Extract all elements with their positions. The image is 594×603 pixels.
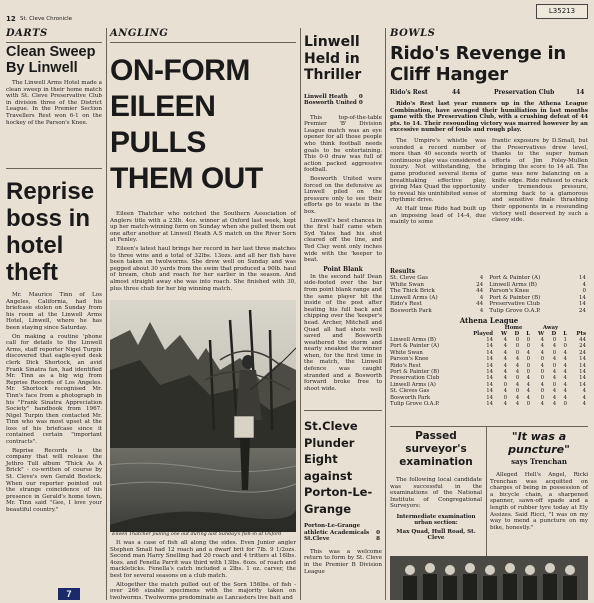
divider xyxy=(6,42,102,43)
river-scene-image xyxy=(110,300,296,532)
stat-cell: 4 xyxy=(563,369,567,376)
darts-body: The Linwell Arms Hotel made a clean sweep in their home match with St. Cleve Preservative Club in division three of the District League. In the Premier Section Travellers Rest won 6-1 on the hockey of the Parson's Knee. xyxy=(6,80,102,126)
stat-cell: 0 xyxy=(503,381,508,388)
home-score: 24 xyxy=(476,281,484,288)
home-score: 4 xyxy=(479,275,484,281)
paragraph: Linwell's best chances in the first half came when Syd Yates had his shot cleared off the line, and Ted Clay went only inches wide with the 'keeper to beat. xyxy=(304,217,382,264)
away-score: 24 xyxy=(578,307,586,314)
column-rule xyxy=(385,28,386,600)
puncture-headline: "It was a puncture" xyxy=(508,430,570,456)
stat-cell: 4 xyxy=(563,349,567,356)
column-header: Played xyxy=(473,331,494,337)
stat-cell: 0 xyxy=(552,362,557,369)
stat-cell: 4 xyxy=(563,356,567,363)
home-group-header: Home xyxy=(504,325,523,331)
team-name: Bosworth Park xyxy=(390,394,431,401)
stat-cell: 0 xyxy=(563,401,567,408)
team-score: 0 xyxy=(358,100,363,107)
team-score: 0 xyxy=(376,529,380,536)
column-header: D xyxy=(514,331,520,337)
darts-article xyxy=(6,28,102,126)
puncture-article xyxy=(490,430,588,531)
bowls-headline: Rido's Revenge in Cliff Hanger xyxy=(390,43,566,85)
team-name: Porton-Le-Grange athletic Academicals xyxy=(304,523,370,536)
reprise-headline: Reprise boss in hotel theft xyxy=(6,178,95,286)
away-team: Port & Painter (B) xyxy=(489,294,541,301)
stat-cell: 4 xyxy=(563,375,567,382)
bowls-scoreline xyxy=(390,89,588,97)
stcleve-body: This was a welcome return to form by St. Cleve in the Premier B Division League xyxy=(304,548,382,575)
team-name: Tulip Grove O.A.P. xyxy=(390,401,440,408)
divider xyxy=(110,42,296,43)
stat-cell: 0 xyxy=(515,343,520,350)
stat-cell: 4 xyxy=(503,369,508,376)
darts-kicker: DARTS xyxy=(6,28,48,39)
stat-cell: 14 xyxy=(579,375,586,382)
team-name: Port & Painter (B) xyxy=(390,369,440,376)
bowls-lede: Rido's Rest last year runners up in the Athena League Combination, have avenged their humiliation in last months game with the Preservation Club, with a crushing defeat of 44 pts. to 14. Their resounding victory was marred however by an excessive number of fouls and rough play. xyxy=(390,101,588,134)
score-row xyxy=(304,536,382,543)
stat-cell: 4 xyxy=(552,375,557,382)
score-row xyxy=(304,100,365,107)
result-row xyxy=(390,295,588,302)
stat-cell: 14 xyxy=(486,356,494,363)
team-name: Rido's Rest xyxy=(390,89,428,96)
stat-cell: 24 xyxy=(579,343,586,350)
home-team: Linwell Arms (A) xyxy=(390,294,438,301)
column-header: L xyxy=(563,331,567,337)
result-row xyxy=(390,275,588,282)
team-name: Rido's Rest xyxy=(390,362,421,369)
angling-intro: Eileen Thatcher who notched the Southern Association of Anglers title with a 23lb. 4oz. winner at Oxford last week, kept up her match-winning form on Sunday when she pulled them out one after another at Linwell Heath A.S match on the River Sorn at Fenley. xyxy=(110,211,296,244)
linwell-body-2 xyxy=(304,274,382,393)
surveyor-headline: Passed surveyor's examination xyxy=(399,430,473,468)
stat-cell: 0 xyxy=(552,337,557,343)
stat-cell: 14 xyxy=(486,394,494,401)
results-title: Results xyxy=(390,268,415,275)
stat-cell: 0 xyxy=(526,343,531,350)
stat-cell: 4 xyxy=(552,401,557,408)
stat-cell: 4 xyxy=(582,394,586,401)
linwell-body xyxy=(304,115,382,264)
away-team: Preservative Club xyxy=(489,301,540,308)
linwell-headline: Linwell Held in Thriller xyxy=(304,34,362,83)
results-table xyxy=(390,268,588,315)
stat-cell: 0 xyxy=(526,369,531,376)
stat-cell: 14 xyxy=(579,362,586,369)
team-name: St.Cleve xyxy=(304,536,330,543)
stat-cell: 0 xyxy=(515,388,520,395)
results-grid xyxy=(390,275,588,315)
paragraph: Bosworth United were forced on the defensive as Linwell piled on the pressure only to see their efforts go to waste in the box. xyxy=(304,176,382,215)
angling-after-photo xyxy=(110,540,296,603)
away-score: 0 xyxy=(582,288,586,295)
stat-cell: 0 xyxy=(552,349,557,356)
stat-cell: 0 xyxy=(515,375,520,382)
team-name: Parson's Knee xyxy=(390,356,429,363)
stat-cell: 0 xyxy=(540,375,545,382)
team-name: Linwell Arms (A) xyxy=(390,381,436,388)
stat-cell: 0 xyxy=(552,381,557,388)
stat-cell: 0 xyxy=(526,401,531,408)
divider xyxy=(304,410,382,411)
away-team: Linwell Arms (B) xyxy=(489,281,537,288)
stat-cell: 14 xyxy=(579,369,586,376)
team-name: Port & Painter (A) xyxy=(390,343,440,350)
stat-cell: 4 xyxy=(503,375,508,382)
stat-cell: 4 xyxy=(540,349,545,356)
angling-photo-caption: Eileen Thatcher pulling one out during last Sunday's fish-in at Oxford xyxy=(112,532,282,537)
reprise-article xyxy=(6,178,102,516)
stat-cell: 4 xyxy=(526,394,531,401)
stat-cell: 0 xyxy=(563,343,567,350)
stat-cell: 14 xyxy=(486,388,494,395)
stat-cell: 0 xyxy=(540,356,545,363)
result-row xyxy=(390,301,588,308)
away-score: 14 xyxy=(578,301,586,308)
paragraph: The Umpire's whistle was sounded a record number of more than 40 seconds worth of continuous play was considered a luxury. Not withstanding, the game produced several items of breathtaking effective play, giving Max Quad the opportunity to reveal his uninhibited sense of rhythmic drive. xyxy=(390,137,486,204)
angling-body: Eileen's latest haul brings her record in her last three matches to three wins and a total of 32lbs. 13ozs. and all her fish have been taken on twolworms. She drew well on Sunday and was pegged about 30 yards from the swim that produced a 90lb. haul of bream, chub and roach for her earlier in the season. And almost straight away she was into roach. She finished with 30, plus three chub for her big winning match. xyxy=(110,245,296,292)
home-score: 4 xyxy=(479,294,484,301)
paper-name: St. Cleve Chronicle xyxy=(20,16,73,22)
angling-article xyxy=(110,28,296,292)
column-header: W xyxy=(501,331,508,337)
team-score: 0 xyxy=(358,93,363,100)
reference-label: L35213 xyxy=(536,4,588,19)
stat-cell: 14 xyxy=(579,356,586,363)
stat-cell: 24 xyxy=(579,349,586,356)
stat-cell: 14 xyxy=(486,401,494,408)
stat-cell: 4 xyxy=(540,381,545,388)
team-score: 14 xyxy=(576,89,585,96)
stat-cell: 4 xyxy=(503,337,508,343)
stat-cell: 14 xyxy=(486,362,494,369)
angling-photo xyxy=(110,300,296,532)
divider xyxy=(6,168,102,169)
stat-cell: 14 xyxy=(579,381,586,388)
stat-cell: 4 xyxy=(515,401,520,408)
stat-cell: 4 xyxy=(582,401,586,408)
stat-cell: 4 xyxy=(515,394,520,401)
linwell-article xyxy=(304,28,382,394)
column-header: Pts xyxy=(576,331,586,337)
linwell-scoreline xyxy=(304,94,365,107)
paragraph: frantic exposure by D.Small, but the Preservatives drew level, thanks to the super human efforts of Jim Foley-Mullen bringing the score to 14 all. The game was now balancing on a knife edge. Rido refused to crack under tremendous pressure, storming back to a glamorous and sensitive finale thrashing their opponents in a resounding victory well deserved by such a classy side. xyxy=(492,137,588,224)
stat-cell: 44 xyxy=(579,337,586,343)
stat-cell: 4 xyxy=(503,343,508,350)
stat-cell: 0 xyxy=(540,394,545,401)
stat-cell: 4 xyxy=(552,394,557,401)
home-score: 4 xyxy=(479,307,484,314)
away-score: 14 xyxy=(578,294,586,301)
paragraph: In the second half Dean side-footed over the bar from point blank range and the same player hit the inside of the post after beating his full back and chipping over the 'keeper's head. Archer, Mitchell and Quad all had shots well saved and Bosworth weathered the storm and nearly sneaked the winner when, for the first time in the match, the Linwell defence was caught stranded and a Bosworth forward broke free to shoot wide. xyxy=(304,273,382,392)
stat-cell: 4 xyxy=(563,394,567,401)
stat-cell: 4 xyxy=(526,388,531,395)
paragraph: This top-of-the-table Premier 'B' Division League match was an eye opener for all those people who think football needs goals to be entertaining. This 0-0 draw was full of action packed aggressive football. xyxy=(304,114,382,174)
home-score: 44 xyxy=(476,288,484,295)
stat-cell: 4 xyxy=(563,388,567,395)
away-team: Port & Painter (A) xyxy=(489,275,541,281)
masthead xyxy=(6,14,586,26)
stat-cell: 4 xyxy=(503,356,508,363)
stat-cell: 4 xyxy=(503,349,508,356)
stat-cell: 14 xyxy=(486,337,494,343)
home-team: Rido's Rest xyxy=(390,301,422,308)
stat-cell: 4 xyxy=(503,388,508,395)
team-score: 44 xyxy=(452,89,461,96)
result-row xyxy=(390,288,588,295)
stat-cell: 0 xyxy=(515,337,520,343)
away-score: 4 xyxy=(582,281,586,288)
darts-headline: Clean Sweep By Linwell xyxy=(6,44,96,76)
team-photo xyxy=(390,556,588,600)
stat-cell: 4 xyxy=(503,362,508,369)
stcleve-article xyxy=(304,418,382,575)
stat-cell: 4 xyxy=(515,362,520,369)
stat-cell: 4 xyxy=(540,343,545,350)
stat-cell: 1 xyxy=(563,337,567,343)
stat-cell: 0 xyxy=(515,349,520,356)
stat-cell: 0 xyxy=(526,356,531,363)
stat-cell: 14 xyxy=(486,369,494,376)
stat-cell: 4 xyxy=(515,369,520,376)
stcleve-scoreline xyxy=(304,523,382,543)
team-name: White Swan xyxy=(390,349,423,356)
stat-cell: 4 xyxy=(552,388,557,395)
stat-cell: 0 xyxy=(526,337,531,343)
stat-cell: 4 xyxy=(552,369,557,376)
paragraph: At Half time Rido had built up an imposing lead of 14-4, due mainly to some xyxy=(390,205,486,226)
stat-cell: 4 xyxy=(563,381,567,388)
bowls-column-1 xyxy=(390,138,486,228)
athena-league-table xyxy=(390,316,588,407)
linwell-subhead: Point Blank xyxy=(323,265,363,273)
stat-cell: 4 xyxy=(503,401,508,408)
stat-cell: 14 xyxy=(486,381,494,388)
away-team: Tulip Grove O.A.P. xyxy=(489,307,541,314)
paragraph: It was a case of fish all along the sides. Even Junior angler Stephen Small had 12 roach and a dwarf brit for 7lb. 9 1/2ozs. Second man Harry Snelling had 20 roach and 4 tritters at 16lbs. 4ozs. and Fenella Parrit was third with 13lbs. 6ozs. of roach and mackleticks. Fenella's catch included a 2lbs. 1 oz. carver, the best for several seasons on a club match. xyxy=(110,540,296,579)
puncture-body: Alleged Hell's Angel, Ricki Trenchan was acquitted on charges of being in possession of a bicycle chain, a sharpened spanner, sawn-off spade and a length of rubber tyre today at Ely Assizes. Said Ricci, "I was on my way to mend a puncture on my bike, honestly." xyxy=(490,472,588,531)
stat-cell: 4 xyxy=(526,381,531,388)
away-score: 14 xyxy=(578,275,586,281)
column-rule xyxy=(106,28,107,600)
column-header: D xyxy=(551,331,557,337)
stat-cell: 0 xyxy=(540,388,545,395)
surveyor-body: The following local candidate was successful in the examinations of the National Institute of Congregational Surveyors: xyxy=(390,477,482,510)
stat-cell: 14 xyxy=(486,343,494,350)
stat-cell: 4 xyxy=(526,349,531,356)
league-row xyxy=(390,401,588,407)
divider xyxy=(390,426,588,427)
stat-cell: 4 xyxy=(582,388,586,395)
angling-headline: ON-FORM EILEEN PULLS THEM OUT xyxy=(110,54,263,195)
team-score: 8 xyxy=(376,536,380,543)
stat-cell: 4 xyxy=(540,401,545,408)
team-name: Linwell Arms (B) xyxy=(390,337,436,343)
paragraph: Reprise Records is the company that will release the Jethro Tull album "Thick As A Brick" - co-written of course by St. Cleve's own Gerald Bostock. When our reporter pointed out the strange coincidence of his presence in Gerald's home town, Mr. Tinn said "Gee, I love your beautiful country." xyxy=(6,447,102,513)
stat-cell: 14 xyxy=(486,375,494,382)
stat-cell: 14 xyxy=(486,349,494,356)
column-header: W xyxy=(537,331,545,337)
paragraph: On making a routine 'phone call for details to the Linwell Arms, staff reporter Nigel Turpin discovered that eagle-eyed desk clerk Dick Shortock, an avid Frank Sinatra fan, had identified Mr. Tinn as a big wig from Reprise Records of Los Angeles. Mr. Shortock recognised Mr. Tinn's face from a photograph in his "Frank Sinatra Appreciation Society" handbook from 1967. Nigel Turpin then contacted Mr. Tinn who was most upset at the loss of his briefcase since it contained certain "important contracts". xyxy=(6,333,102,446)
column-header: L xyxy=(526,331,531,337)
angling-kicker: ANGLING xyxy=(110,28,169,39)
stcleve-headline: St.Cleve Plunder Eight against Porton-Le-Grange xyxy=(304,419,373,516)
athena-title: Athena League xyxy=(459,316,519,325)
stat-cell: 4 xyxy=(563,362,567,369)
team-name: Preservation Club xyxy=(494,89,555,96)
bowls-column-2 xyxy=(492,138,588,228)
bowls-kicker: BOWLS xyxy=(390,28,436,39)
score-row xyxy=(304,94,365,101)
surveyor-subhead: Intermediate examination urban section: xyxy=(396,513,476,527)
team-photo-image xyxy=(390,556,588,600)
page-number: 12 xyxy=(6,15,16,23)
stat-cell: 0 xyxy=(526,362,531,369)
surveyor-article xyxy=(390,430,482,542)
home-team: St. Cleve Gas xyxy=(390,275,428,281)
away-team: Parson's Knee xyxy=(489,288,530,295)
stat-cell: 4 xyxy=(526,375,531,382)
home-team: Bosworth Park xyxy=(390,307,432,314)
bowls-article xyxy=(390,28,588,228)
footer-badge: 7 xyxy=(58,588,80,600)
paragraph: Mr. Maurice Tinn of Los Angeles, California, had his briefcase stolen on Sunday from his room at the Linwell Arms Hotel, Linwell, where he has been staying since Saturday. xyxy=(6,292,102,331)
stat-cell: 4 xyxy=(552,356,557,363)
team-name: Linwell Heath xyxy=(304,93,348,100)
result-row xyxy=(390,282,588,289)
stat-cell: 0 xyxy=(540,369,545,376)
home-team: White Swan xyxy=(390,281,425,288)
stat-cell: 4 xyxy=(552,343,557,350)
stat-cell: 4 xyxy=(515,381,520,388)
team-name: Preservation Club xyxy=(390,375,440,382)
home-score: 44 xyxy=(476,301,484,308)
paragraph: Altogether the match pulled out of the Sorn 156lbs. of fish - over 266 sizable specimens with the majority taken on twolworms. Twolworms predominate as Lancasters live bait and xyxy=(110,581,296,601)
score-row xyxy=(304,523,382,536)
home-team: The Thick Brick xyxy=(390,288,435,295)
column-rule xyxy=(300,28,301,600)
stat-cell: 4 xyxy=(540,362,545,369)
bowls-columns xyxy=(390,138,588,228)
league-grid xyxy=(390,325,588,407)
away-group-header: Away xyxy=(542,325,559,331)
surveyor-candidate: Max Quad, Hull Road, St. Cleve xyxy=(396,528,476,542)
team-name: Bosworth United xyxy=(304,100,357,107)
team-name: St. Cleves Gas xyxy=(390,388,430,395)
stat-cell: 4 xyxy=(515,356,520,363)
result-row xyxy=(390,308,588,315)
stat-cell: 0 xyxy=(503,394,508,401)
stat-cell: 4 xyxy=(540,337,545,343)
reprise-body xyxy=(6,292,102,514)
puncture-byline: says Trenchan xyxy=(511,457,567,466)
